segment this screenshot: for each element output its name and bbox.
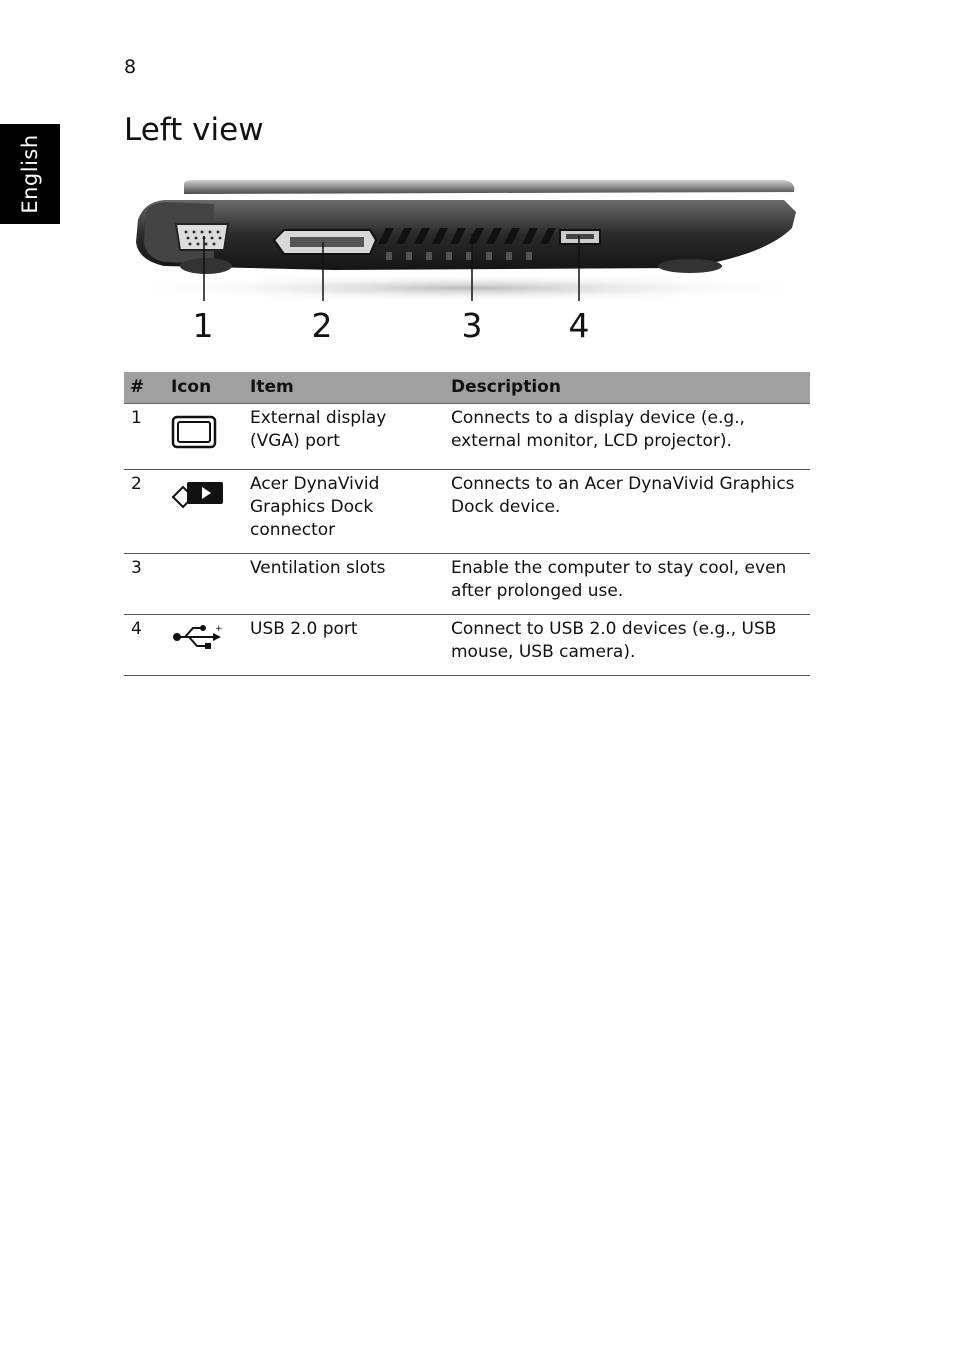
table-row bbox=[124, 554, 810, 615]
row-description: Connects to a display device (e.g., external monitor, LCD projector). bbox=[445, 404, 810, 470]
callout-4: 4 bbox=[568, 306, 590, 345]
row-description: Connects to an Acer DynaVivid Graphics Dock device. bbox=[445, 470, 810, 554]
header-item: Item bbox=[244, 372, 445, 404]
dynavivid-dock-icon bbox=[171, 479, 225, 511]
header-icon: Icon bbox=[165, 372, 244, 404]
page-title: Left view bbox=[124, 112, 264, 148]
row-item: Ventilation slots bbox=[244, 554, 445, 615]
callout-2: 2 bbox=[311, 306, 333, 345]
callout-1: 1 bbox=[192, 306, 214, 345]
port-description-table bbox=[124, 372, 810, 676]
row-item: External display (VGA) port bbox=[244, 404, 445, 470]
callout-3: 3 bbox=[461, 306, 483, 345]
vga-display-icon bbox=[171, 415, 217, 451]
row-icon-cell bbox=[165, 615, 244, 676]
row-icon-cell bbox=[165, 470, 244, 554]
row-num: 4 bbox=[124, 615, 165, 676]
row-num: 3 bbox=[124, 554, 165, 615]
row-num: 2 bbox=[124, 470, 165, 554]
table-row bbox=[124, 615, 810, 676]
svg-text:+: + bbox=[215, 624, 223, 634]
row-item: USB 2.0 port bbox=[244, 615, 445, 676]
usb-icon bbox=[171, 622, 223, 652]
language-side-tab bbox=[0, 124, 60, 224]
row-icon-cell bbox=[165, 404, 244, 470]
row-item: Acer DynaVivid Graphics Dock connector bbox=[244, 470, 445, 554]
table-header-row bbox=[124, 372, 810, 404]
row-description: Connect to USB 2.0 devices (e.g., USB mouse, USB camera). bbox=[445, 615, 810, 676]
row-icon-cell bbox=[165, 554, 244, 615]
page-number: 8 bbox=[124, 56, 137, 78]
table-row bbox=[124, 470, 810, 554]
row-num: 1 bbox=[124, 404, 165, 470]
language-label: English bbox=[18, 134, 42, 214]
table-row bbox=[124, 404, 810, 470]
row-description: Enable the computer to stay cool, even after prolonged use. bbox=[445, 554, 810, 615]
header-description: Description bbox=[445, 372, 810, 404]
header-num: # bbox=[124, 372, 165, 404]
